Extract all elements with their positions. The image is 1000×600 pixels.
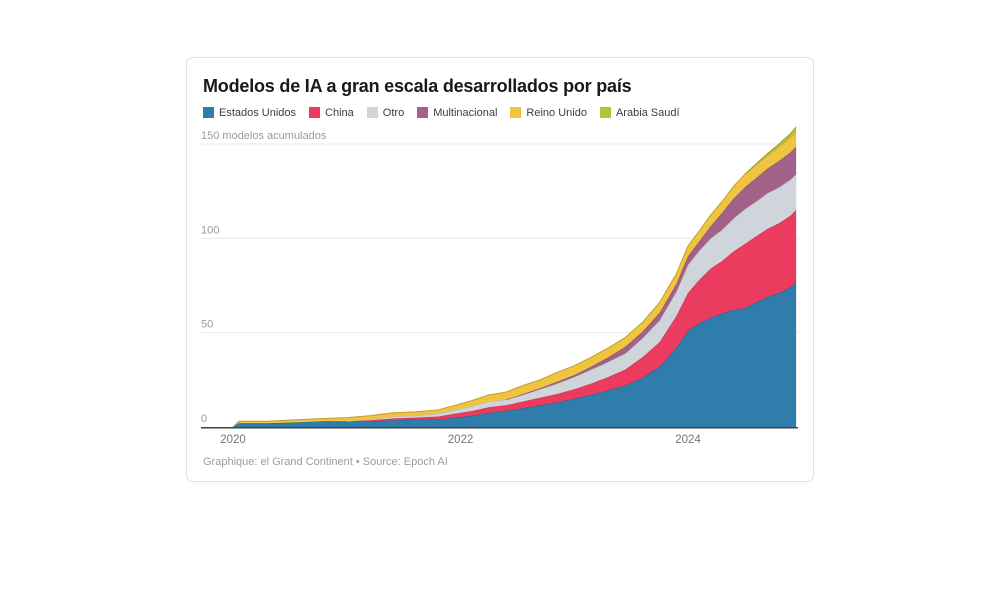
legend-item-label: Estados Unidos	[219, 106, 297, 119]
legend-swatch-reino-unido	[510, 107, 521, 118]
legend-item-label: Arabia Saudí	[615, 106, 680, 119]
legend-item-label: China	[325, 106, 354, 119]
legend-item-estados-unidos	[203, 107, 296, 119]
y-tick-label-50: 50	[201, 318, 214, 331]
legend-item-china	[309, 107, 354, 119]
legend-item-multinacional	[417, 107, 497, 119]
x-tick-label-2020: 2020	[220, 434, 246, 446]
y-tick-label-0: 0	[201, 413, 208, 425]
legend-item-arabia-saudi	[600, 107, 680, 119]
legend-item-label: Multinacional	[433, 106, 498, 119]
legend-swatch-otro	[367, 107, 378, 118]
legend-item-label: Otro	[382, 106, 405, 119]
legend-swatch-arabia-saudi	[600, 107, 611, 118]
legend-item-reino-unido	[510, 107, 587, 119]
legend-item-label: Reino Unido	[526, 106, 587, 119]
legend-swatch-china	[309, 107, 320, 118]
chart-card	[186, 57, 814, 482]
x-tick-label-2024: 2024	[675, 434, 701, 446]
stacked-area-chart	[187, 126, 815, 451]
legend-item-otro	[367, 107, 404, 119]
legend-swatch-estados-unidos	[203, 107, 214, 118]
y-tick-label-150: 150 modelos acumulados	[201, 130, 327, 142]
chart-title: Modelos de IA a gran escala desarrollados por país	[203, 76, 632, 96]
chart-legend	[203, 107, 797, 119]
chart-footer: Graphique: el Grand Continent • Source: Epoch AI	[203, 456, 448, 468]
y-tick-label-100: 100	[201, 224, 220, 237]
x-tick-label-2022: 2022	[447, 434, 474, 446]
legend-swatch-multinacional	[417, 107, 428, 118]
